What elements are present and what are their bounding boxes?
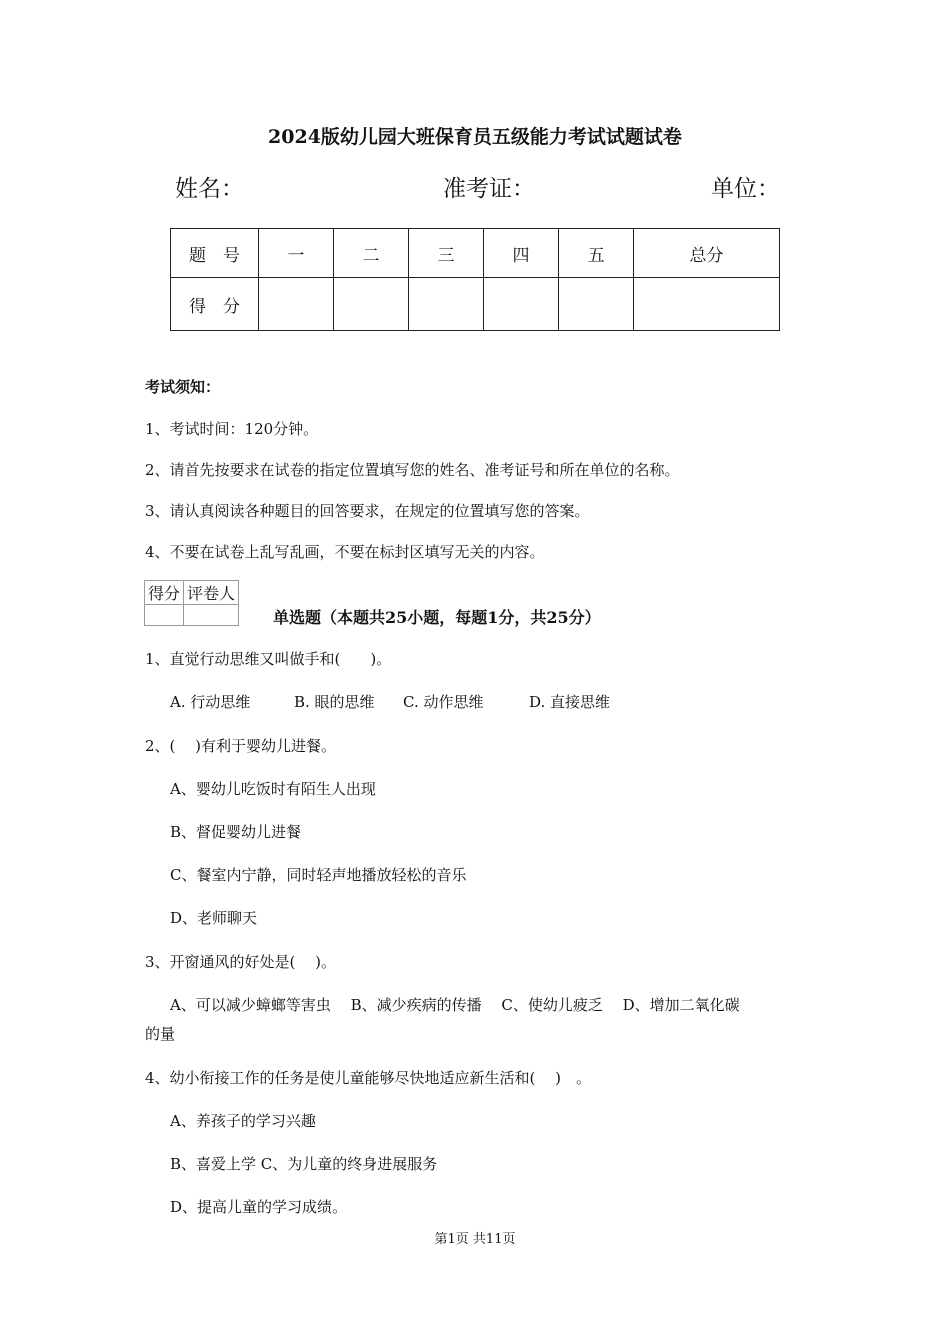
- question-stem: 2、( )有利于婴幼儿进餐。: [145, 737, 337, 755]
- notice-item: 1、考试时间：120分钟。: [145, 420, 319, 438]
- score-table-score-cell: [634, 278, 780, 331]
- question-option: D、提高儿童的学习成绩。: [170, 1198, 348, 1216]
- score-table-header-cell: 总分: [634, 229, 780, 278]
- score-table-score-cell: [409, 278, 484, 331]
- question-option: A、婴幼儿吃饭时有陌生人出现: [170, 780, 376, 798]
- question-option: B、喜爱上学 C、为儿童的终身进展服务: [170, 1155, 438, 1173]
- question-option: A. 行动思维: [170, 693, 251, 711]
- page-footer: 第1页 共11页: [434, 1232, 516, 1247]
- score-table-score-row: [171, 278, 780, 331]
- question-stem: 3、开窗通风的好处是( )。: [145, 953, 337, 971]
- grader-box-label-row: [145, 581, 239, 605]
- question-option: B、督促婴幼儿进餐: [170, 823, 302, 841]
- score-table-score-cell: [559, 278, 634, 331]
- grader-score-label: 得分: [145, 581, 184, 605]
- score-table-score-cell: [484, 278, 559, 331]
- question-option: C. 动作思维: [403, 693, 484, 711]
- question-options-line: 的量: [145, 1025, 176, 1043]
- page-title: 2024版幼儿园大班保育员五级能力考试试题试卷: [268, 126, 682, 148]
- grader-score-cell: [145, 605, 184, 626]
- score-table-header-cell: 五: [559, 229, 634, 278]
- score-table-score-cell: [334, 278, 409, 331]
- question-stem: 4、幼小衔接工作的任务是使儿童能够尽快地适应新生活和( ) 。: [145, 1069, 592, 1087]
- unit-field-label: 单位：: [711, 176, 780, 202]
- score-table-header-cell: 二: [334, 229, 409, 278]
- grader-name-label: 评卷人: [184, 581, 239, 605]
- score-table-score-cell: [259, 278, 334, 331]
- score-table-header-row: [171, 229, 780, 278]
- notice-heading: 考试须知：: [145, 378, 221, 396]
- score-table-score-label: 得 分: [171, 278, 259, 331]
- grader-name-cell: [184, 605, 239, 626]
- score-table: [170, 228, 780, 331]
- score-table-header-cell: 一: [259, 229, 334, 278]
- question-options-line: A、可以减少蟑螂等害虫 B、减少疾病的传播 C、使幼儿疲乏 D、增加二氧化碳: [170, 996, 740, 1014]
- score-table-header-cell: 四: [484, 229, 559, 278]
- notice-item: 2、请首先按要求在试卷的指定位置填写您的姓名、准考证号和所在单位的名称。: [145, 461, 680, 479]
- name-field-label: 姓名：: [175, 176, 244, 202]
- grader-box-blank-row: [145, 605, 239, 626]
- question-option: C、餐室内宁静，同时轻声地播放轻松的音乐: [170, 866, 467, 884]
- notice-item: 3、请认真阅读各种题目的回答要求，在规定的位置填写您的答案。: [145, 502, 590, 520]
- question-option: D、老师聊天: [170, 909, 258, 927]
- notice-item: 4、不要在试卷上乱写乱画，不要在标封区填写无关的内容。: [145, 543, 545, 561]
- question-option: B. 眼的思维: [294, 693, 375, 711]
- score-table-header-cell: 题 号: [171, 229, 259, 278]
- score-table-header-cell: 三: [409, 229, 484, 278]
- grader-box: [144, 580, 239, 626]
- exam-id-field-label: 准考证：: [443, 176, 535, 202]
- question-stem: 1、直觉行动思维又叫做手和( )。: [145, 650, 392, 668]
- question-option: D. 直接思维: [529, 693, 611, 711]
- question-option: A、养孩子的学习兴趣: [170, 1112, 316, 1130]
- section-heading: 单选题（本题共25小题，每题1分，共25分）: [273, 608, 601, 627]
